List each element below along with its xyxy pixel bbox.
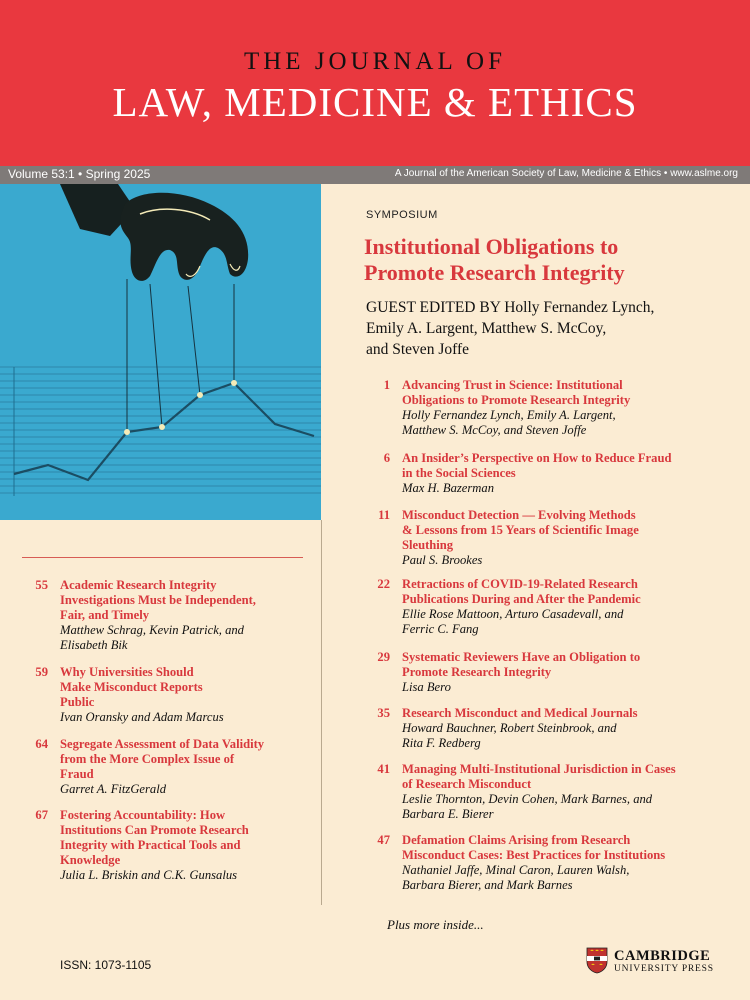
volume-issue: Volume 53:1 • Spring 2025 xyxy=(8,167,151,181)
toc-author-line: Barbara E. Bierer xyxy=(402,807,494,821)
toc-author-line: Howard Bauchner, Robert Steinbrook, and xyxy=(402,721,617,735)
toc-title-line: of Research Misconduct xyxy=(402,777,532,791)
toc-title-line: Public xyxy=(60,695,95,709)
toc-author-line: Julia L. Briskin and C.K. Gunsalus xyxy=(60,868,238,882)
toc-title xyxy=(402,378,630,408)
guest-editors xyxy=(366,297,736,360)
column-divider xyxy=(321,520,322,905)
toc-title xyxy=(402,706,638,721)
publisher-sub: UNIVERSITY PRESS xyxy=(614,964,714,974)
toc-title xyxy=(402,451,671,481)
toc-author-line: Garret A. FitzGerald xyxy=(60,782,166,796)
toc-title-line: Research Misconduct and Medical Journals xyxy=(402,706,638,720)
toc-title-line: Knowledge xyxy=(60,853,121,867)
toc-title-line: Academic Research Integrity xyxy=(60,578,217,592)
guest-editors-line: Emily A. Largent, Matthew S. McCoy, xyxy=(366,320,607,337)
toc-authors xyxy=(402,680,451,695)
masthead xyxy=(0,0,750,166)
toc-title-line: Fraud xyxy=(60,767,94,781)
symposium-title-line: Promote Research Integrity xyxy=(364,260,625,285)
toc-title xyxy=(60,578,256,623)
toc-authors xyxy=(402,481,494,496)
toc-authors xyxy=(402,408,616,438)
toc-page-number: 11 xyxy=(378,508,390,522)
toc-title-line: Defamation Claims Arising from Research xyxy=(402,833,631,847)
toc-authors xyxy=(402,553,482,568)
toc-page-number: 59 xyxy=(35,665,48,679)
toc-authors xyxy=(60,623,244,653)
toc-page-number: 47 xyxy=(377,833,390,847)
toc-title-line: Advancing Trust in Science: Institutional xyxy=(402,378,623,392)
toc-title xyxy=(402,650,640,680)
toc-authors xyxy=(402,863,629,893)
toc-title-line: Misconduct Detection — Evolving Methods xyxy=(402,508,636,522)
toc-author-line: Max H. Bazerman xyxy=(402,481,494,495)
toc-title-line: in the Social Sciences xyxy=(402,466,516,480)
toc-title-line: Make Misconduct Reports xyxy=(60,680,203,694)
toc-title-line: Why Universities Should xyxy=(60,665,194,679)
toc-author-line: Elisabeth Bik xyxy=(60,638,128,652)
toc-title-line: from the More Complex Issue of xyxy=(60,752,235,766)
plus-more-inside: Plus more inside... xyxy=(387,917,484,932)
guest-editors-line: GUEST EDITED BY Holly Fernandez Lynch, xyxy=(366,299,655,316)
toc-author-line: Rita F. Redberg xyxy=(402,736,481,750)
toc-title-line: Institutions Can Promote Research xyxy=(60,823,249,837)
toc-title-line: & Lessons from 15 Years of Scientific Image xyxy=(402,523,639,537)
symposium-title-line: Institutional Obligations to xyxy=(364,234,619,259)
toc-title-line: Obligations to Promote Research Integrity xyxy=(402,393,631,407)
toc-title-line: Systematic Reviewers Have an Obligation to xyxy=(402,650,641,664)
society-url: A Journal of the American Society of Law, Medicine & Ethics • www.aslme.org xyxy=(394,168,738,179)
toc-title-line: Segregate Assessment of Data Validity xyxy=(60,737,265,751)
toc-author-line: Matthew Schrag, Kevin Patrick, and xyxy=(60,623,244,637)
toc-title-line: Publications During and After the Pandemic xyxy=(402,592,641,606)
toc-author-line: Matthew S. McCoy, and Steven Joffe xyxy=(402,423,587,437)
toc-page-number: 55 xyxy=(35,578,48,592)
toc-authors xyxy=(402,792,652,822)
journal-title-line1: THE JOURNAL OF xyxy=(243,48,507,75)
issn: ISSN: 1073-1105 xyxy=(60,958,152,972)
toc-title xyxy=(402,577,641,607)
toc-page-number: 41 xyxy=(377,762,390,776)
toc-title-line: Fostering Accountability: How xyxy=(60,808,226,822)
toc-page-number: 67 xyxy=(35,808,48,822)
toc-author-line: Barbara Bierer, and Mark Barnes xyxy=(402,878,573,892)
toc-title-line: Promote Research Integrity xyxy=(402,665,552,679)
journal-title-line2: LAW, MEDICINE & ETHICS xyxy=(112,79,638,125)
toc-page-number: 6 xyxy=(383,451,390,465)
toc-page-number: 29 xyxy=(377,650,390,664)
toc-title-line: An Insider’s Perspective on How to Reduce Fraud xyxy=(402,451,672,465)
toc-author-line: Paul S. Brookes xyxy=(402,553,483,567)
symposium-label: SYMPOSIUM xyxy=(366,209,438,221)
toc-author-line: Lisa Bero xyxy=(402,680,451,694)
toc-authors xyxy=(402,607,623,637)
toc-title xyxy=(60,808,249,868)
toc-title xyxy=(60,737,264,782)
guest-editors-line: and Steven Joffe xyxy=(366,341,470,358)
toc-title xyxy=(402,762,676,792)
toc-title-line: Fair, and Timely xyxy=(60,608,149,622)
toc-title-line: Integrity with Practical Tools and xyxy=(60,838,241,852)
cambridge-shield-icon xyxy=(586,947,608,974)
toc-title xyxy=(60,665,203,710)
toc-title-line: Investigations Must be Independent, xyxy=(60,593,256,607)
toc-title-line: Misconduct Cases: Best Practices for Institutions xyxy=(402,848,666,862)
toc-page-number: 22 xyxy=(377,577,390,591)
toc-title-line: Sleuthing xyxy=(402,538,454,552)
toc-title xyxy=(402,508,639,553)
toc-author-line: Ivan Oransky and Adam Marcus xyxy=(60,710,224,724)
publisher-name: CAMBRIDGE xyxy=(614,948,711,964)
toc-author-line: Leslie Thornton, Devin Cohen, Mark Barnes, and xyxy=(402,792,653,806)
symposium-title xyxy=(364,234,724,286)
toc-page-number: 35 xyxy=(377,706,390,720)
left-column-rule xyxy=(22,557,303,558)
toc-author-line: Nathaniel Jaffe, Minal Caron, Lauren Walsh, xyxy=(402,863,630,877)
toc-authors xyxy=(60,868,237,883)
toc-authors xyxy=(60,782,166,797)
cover-illustration xyxy=(0,184,321,520)
toc-author-line: Ellie Rose Mattoon, Arturo Casadevall, and xyxy=(402,607,624,621)
toc-title-line: Retractions of COVID-19-Related Research xyxy=(402,577,638,591)
puppeteer-hand-chart-illustration xyxy=(0,184,321,520)
toc-title xyxy=(402,833,665,863)
toc-authors xyxy=(402,721,617,751)
toc-authors xyxy=(60,710,224,725)
toc-page-number: 64 xyxy=(35,737,48,751)
toc-page-number: 1 xyxy=(383,378,390,392)
toc-title-line: Managing Multi-Institutional Jurisdiction in Cases xyxy=(402,762,676,776)
toc-author-line: Ferric C. Fang xyxy=(402,622,479,636)
cambridge-logo xyxy=(586,947,726,977)
info-bar xyxy=(0,166,750,184)
toc-author-line: Holly Fernandez Lynch, Emily A. Largent, xyxy=(402,408,616,422)
